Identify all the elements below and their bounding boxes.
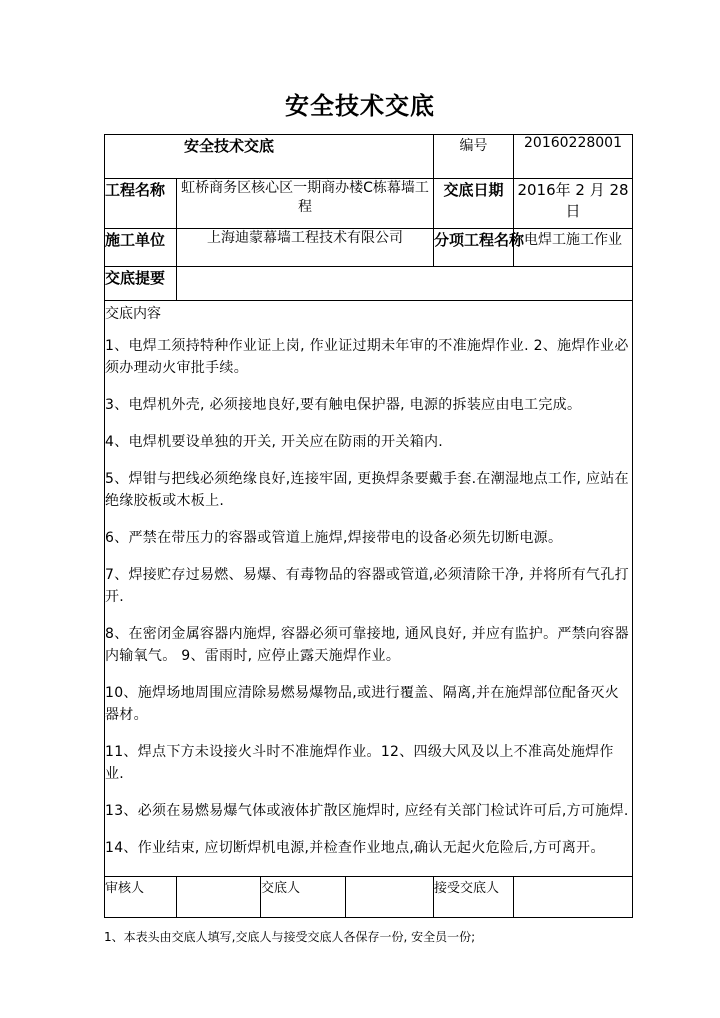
unit-row	[105, 229, 633, 267]
content-label: 交底内容	[105, 306, 161, 322]
project-name-label: 工程名称	[105, 181, 166, 199]
content-item-2: 3、电焊机外壳, 必须接地良好,要有触电保护器, 电源的拆装应由电工完成。	[105, 397, 582, 413]
content-item-8: 10、施焊场地周围应清除易燃易爆物品,或进行覆盖、隔离,并在施焊部位配备灭火器材。	[105, 685, 620, 723]
footnote: 1、本表头由交底人填写,交底人与接受交底人各保存一份, 安全员一份;	[104, 930, 476, 944]
number-label: 编号	[459, 138, 488, 154]
content-item-10: 13、必须在易燃易爆气体或液体扩散区施焊时, 应经有关部门检试许可后,方可施焊.	[105, 803, 629, 819]
page-title: 安全技术交底	[285, 92, 435, 120]
date-value: 2016年 2 月 28 日	[517, 181, 629, 220]
content-item-11: 14、作业结束, 应切断焊机电源,并检查作业地点,确认无起火危险后,方可离开。	[105, 840, 605, 856]
content-item-7: 8、在密闭金属容器内施焊, 容器必须可靠接地, 通风良好, 并应有监护。严禁向容器内输氧气。 9、雷雨时, 应停止露天施焊作业。	[105, 626, 629, 664]
content-item-3: 4、电焊机要设单独的开关, 开关应在防雨的开关箱内.	[105, 434, 444, 450]
signature-row	[105, 877, 633, 918]
content-item-1: 1、电焊工须持特种作业证上岗, 作业证过期未年审的不准施焊作业. 2、施焊作业必须办理动火审批手续。	[105, 338, 629, 376]
construction-unit-value: 上海迪蒙幕墙工程技术有限公司	[207, 230, 403, 246]
doc-title: 安全技术交底	[184, 137, 275, 155]
header-row	[105, 135, 633, 179]
content-item-6: 7、焊接贮存过易燃、易爆、有毒物品的容器或管道,必须清除干净, 并将所有气孔打开.	[105, 567, 629, 605]
reviewer-label: 审核人	[105, 881, 145, 896]
project-name-value: 虹桥商务区核心区一期商办楼C栋幕墙工程	[181, 180, 429, 215]
content-row	[105, 301, 633, 877]
summary-label: 交底提要	[105, 269, 166, 287]
date-label: 交底日期	[443, 181, 504, 199]
project-row	[105, 179, 633, 229]
sub-project-value: 电焊工施工作业	[524, 232, 623, 248]
sub-project-label: 分项工程名称	[434, 231, 525, 249]
number-value: 20160228001	[524, 135, 622, 151]
content-item-4: 5、焊钳与把线必须绝缘良好,连接牢固, 更换焊条要戴手套.在潮湿地点工作, 应站在绝缘胶板或木板上.	[105, 471, 629, 509]
content-item-9: 11、焊点下方未设接火斗时不准施焊作业。12、四级大风及以上不准高处施焊作业.	[105, 744, 614, 782]
construction-unit-label: 施工单位	[105, 231, 166, 249]
content-item-5: 6、严禁在带压力的容器或管道上施焊,焊接带电的设备必须先切断电源。	[105, 530, 563, 546]
summary-row	[105, 267, 633, 301]
disclosure-form-table	[104, 134, 633, 918]
discloser-label: 交底人	[261, 881, 301, 896]
receiver-label: 接受交底人	[434, 881, 500, 896]
